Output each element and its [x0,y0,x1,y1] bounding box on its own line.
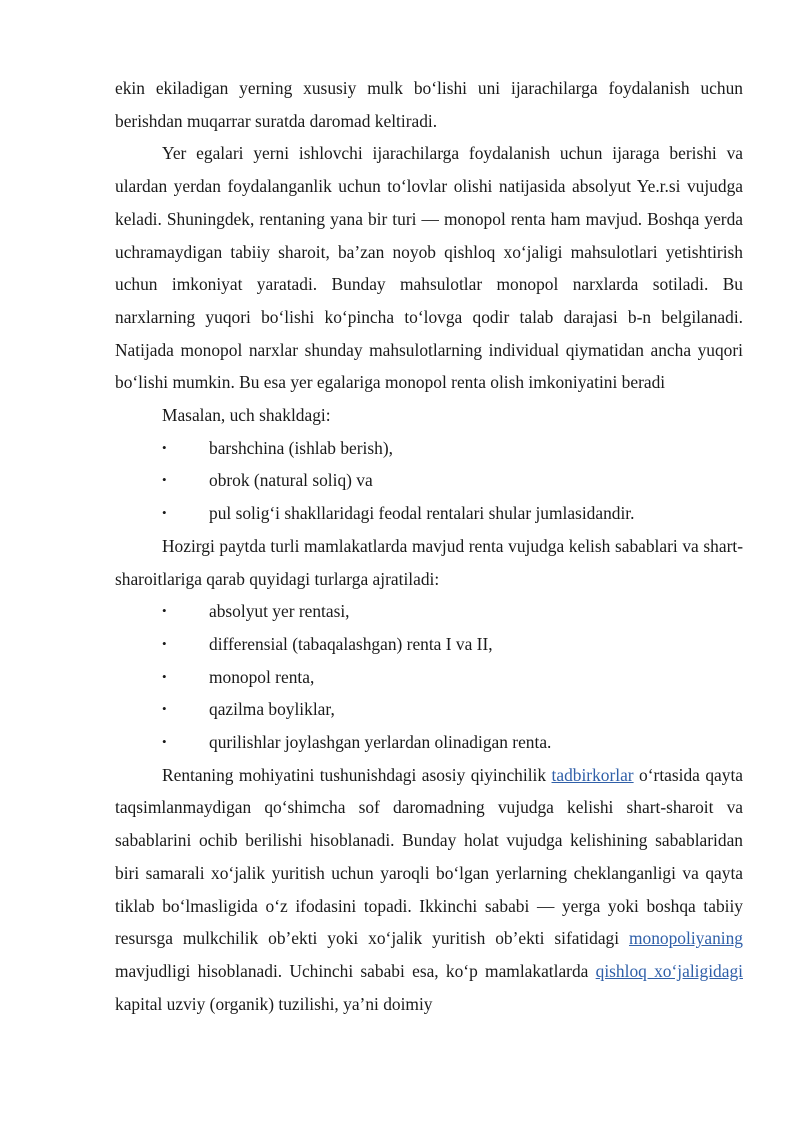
paragraph-1: ekin ekiladigan yerning xususiy mulk bo‘lishi uni ijarachilarga foydalanish uchun berishdan muqarrar suratda daromad keltiradi. [115,78,743,131]
bullet-icon: • [162,701,167,717]
bullet-icon: • [162,635,167,651]
link-monopoliyaning[interactable]: monopoliyaning [629,928,743,949]
list-item: • barshchina (ishlab berish), [115,432,743,465]
list-item: • obrok (natural soliq) va [115,464,743,497]
feudal-rent-list [115,432,743,530]
list-item: • qurilishlar joylashgan yerlardan olinadigan renta. [115,726,743,759]
paragraph-3: Masalan, uch shakldagi: [162,405,331,426]
bullet-icon: • [162,505,167,521]
rent-types-list [115,595,743,759]
bullet-icon: • [162,734,167,750]
paragraph-2: Yer egalari yerni ishlovchi ijarachilarga foydalanish uchun ijaraga berishi va ulardan yerdan foydalanganlik uchun to‘lovlar olishi natijasida absolyut Ye.r.si vujudga keladi. Shuningdek, rentaning yana bir turi — monopol renta ham mavjud. Boshqa yerda uchramaydigan tabiiy sharoit, ba’zan noyob qishloq xo‘jaligi mahsulotlari yetishtirish uchun imkoniyat yaratadi. Bunday mahsulotlar monopol narxlarda sotiladi. Bu narxlarning yuqori bo‘lishi ko‘pincha to‘lovga qodir talab darajasi b-n belgilanadi. Natijada monopol narxlar shunday mahsulotlarning individual qiymatidan ancha yuqori bo‘lishi mumkin. Bu esa yer egalariga monopol renta olish imkoniyatini beradi [115,143,743,393]
bullet-icon: • [162,603,167,619]
list-item: • pul solig‘i shakllaridagi feodal rentalari shular jumlasidandir. [115,497,743,530]
list-item: • qazilma boyliklar, [115,693,743,726]
bullet-icon: • [162,668,167,684]
list-item: • differensial (tabaqalashgan) renta I va II, [115,628,743,661]
link-tadbirkorlar[interactable]: tadbirkorlar [551,764,634,785]
list-item: • monopol renta, [115,661,743,694]
link-qishloq-xojaligidagi[interactable]: qishloq xo‘jaligidagi [595,960,743,981]
bullet-icon: • [162,439,167,455]
paragraph-4: Hozirgi paytda turli mamlakatlarda mavjud renta vujudga kelish sabablari va shart-sharoitlariga qarab quyidagi turlarga ajratiladi: [115,535,743,589]
paragraph-5: Rentaning mohiyatini tushunishdagi asosiy qiyinchilik tadbirkorlar o‘rtasida qayta taqsimlanmaydigan qo‘shimcha sof daromadning vujudga kelishi shart-sharoit va sabablarini ochib berilishi hisoblanadi. Bunday holat vujudga kelishining sabablaridan biri samarali xo‘jalik yuritish uchun yaroqli bo‘lgan yerlarning cheklanganligi va qayta tiklab bo‘lmasligida o‘z ifodasini topadi. Ikkinchi sababi — yerga yoki boshqa tabiiy resursga mulkchilik ob’ekti yoki xo‘jalik yuritish ob’ekti sifatidagi monopoliyaning mavjudligi hisoblanadi. Uchinchi sababi esa, ko‘p mamlakatlarda qishloq xo‘jaligidagi kapital uzviy (organik) tuzilishi, ya’ni doimiy [115,764,743,1014]
list-item: • absolyut yer rentasi, [115,595,743,628]
bullet-icon: • [162,472,167,488]
